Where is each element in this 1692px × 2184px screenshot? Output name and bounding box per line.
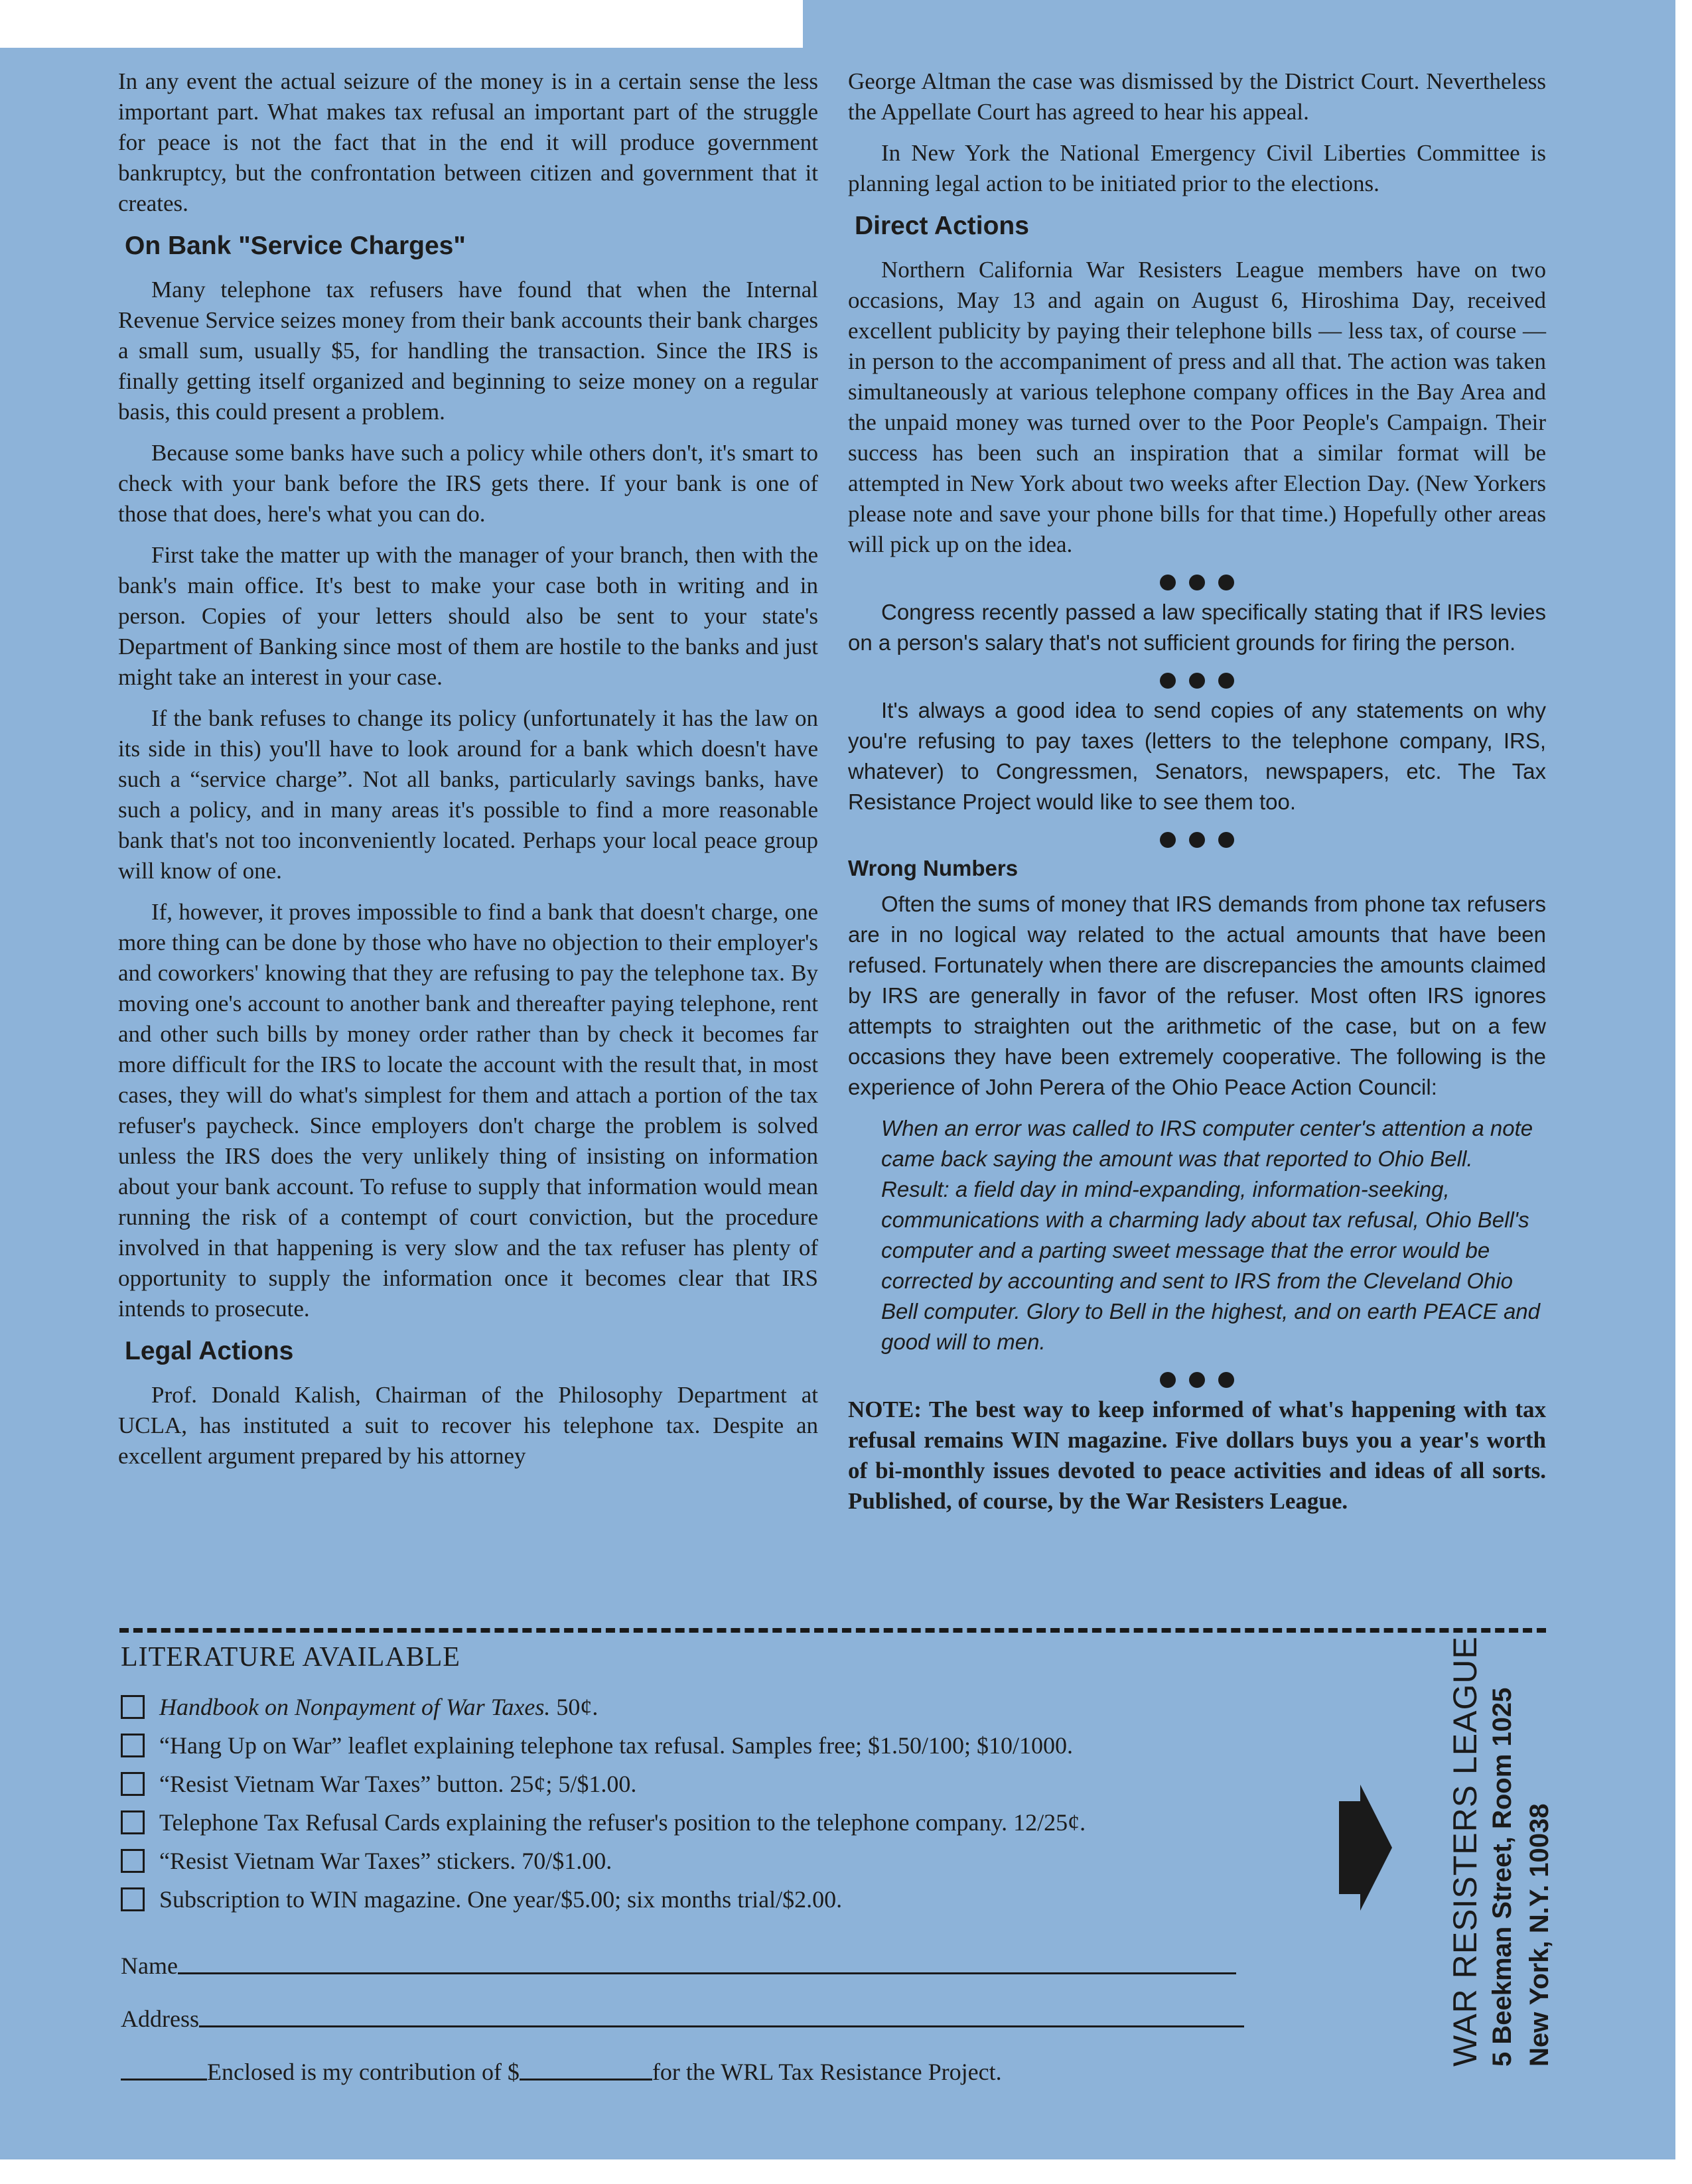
paragraph: First take the matter up with the manager of your branch, then with the bank's main office. It's best to make your case both in writing and in person. Copies of your letters should also be sent to your state's Department of Banking since most of them are hostile to the banks and just might take an interest in your case. <box>118 542 818 690</box>
bullet-separator <box>848 568 1546 592</box>
paragraph: Often the sums of money that IRS demands from phone tax refusers are in no logical way related to the actual amounts that have been refused. Fortunately when there are discrepancies the amounts claimed by IRS are generally in favor of the refuser. Most often IRS ignores attempts to straighten out the arithmetic of the case, but on a few occasions they have been extremely cooperative. The following is the experience of John Perera of the Ohio Peace Action Council: <box>848 892 1546 1099</box>
bullet-separator <box>848 1365 1546 1389</box>
dot-icon <box>1189 1372 1205 1388</box>
literature-item-cards[interactable] <box>121 1803 1315 1842</box>
dot-icon <box>1160 832 1176 848</box>
contribution-amount-line[interactable] <box>520 2079 652 2081</box>
dot-icon <box>1160 1372 1176 1388</box>
literature-item-leaflet[interactable] <box>121 1726 1315 1765</box>
checkbox[interactable] <box>121 1849 145 1873</box>
sans-block <box>848 597 1546 1389</box>
item-price: 50¢. <box>550 1694 599 1720</box>
checkbox[interactable] <box>121 1734 145 1757</box>
paragraph: George Altman the case was dismissed by the District Court. Nevertheless the Appellate Court has agreed to hear his appeal. <box>848 68 1546 125</box>
section-heading: Direct Actions <box>855 212 1029 240</box>
literature-item-handbook[interactable] <box>121 1688 1315 1726</box>
literature-item-button[interactable] <box>121 1765 1315 1803</box>
dot-icon <box>1189 832 1205 848</box>
paragraph: Congress recently passed a law specifically stating that if IRS levies on a person's salary that's not sufficient grounds for firing the person. <box>848 600 1546 655</box>
checkbox[interactable] <box>121 1887 145 1911</box>
paragraph: In New York the National Emergency Civil Liberties Committee is planning legal action to be initiated prior to the elections. <box>848 140 1546 196</box>
dot-icon <box>1160 673 1176 689</box>
item-text: Subscription to WIN magazine. One year/$5.00; six months trial/$2.00. <box>159 1886 843 1913</box>
dashed-divider <box>119 1628 1546 1633</box>
literature-title: LITERATURE AVAILABLE <box>121 1642 460 1672</box>
paragraph: In any event the actual seizure of the money is in a certain sense the less important part. What makes tax refusal an important part of the struggle for peace is not the fact that in the end it will produce government bankruptcy, but the confrontation between citizen and government that it creates. <box>118 68 818 216</box>
contribution-field[interactable] <box>121 2033 1315 2086</box>
section-heading: On Bank "Service Charges" <box>125 232 466 260</box>
note-paragraph: NOTE: The best way to keep informed of what's happening with tax refusal remains WIN magazine. Five dollars buys you a year's worth of bi-monthly issues devoted to peace activities and ideas of all sorts. Published, of course, by the War Resisters League. <box>848 1397 1546 1514</box>
quote-paragraph: When an error was called to IRS computer center's attention a note came back saying the amount was that reported to Ohio Bell. Result: a field day in mind-expanding, information-seeking, communications with a charming lady about tax refusal, Ohio Bell's computer and a parting sweet message that the error would be corrected by accounting and sent to IRS from the Cleveland Ohio Bell computer. Glory to Bell in the highest, and on earth PEACE and good will to men. <box>881 1116 1540 1354</box>
literature-item-subscription[interactable] <box>121 1880 1315 1919</box>
dot-icon <box>1189 575 1205 590</box>
literature-order-form <box>121 1639 1315 2086</box>
mailing-address <box>1446 1629 1558 2067</box>
item-text: “Hang Up on War” leaflet explaining telephone tax refusal. Samples free; $1.50/100; $10/1000. <box>159 1732 1074 1759</box>
org-name: WAR RESISTERS LEAGUE <box>1446 1636 1484 2067</box>
section-heading: Legal Actions <box>125 1337 294 1365</box>
paragraph: If, however, it proves impossible to find a bank that doesn't charge, one more thing can be done by those who have no objection to their employer's and coworkers' knowing that they are refusing to pay the telephone tax. By moving one's account to another bank and thereafter paying telephone, rent and other such bills by money order rather than by check it becomes far more difficult for the IRS to locate the account with the result that, in most cases, they will do what's simplest for them and attach a portion of the tax refuser's paycheck. Since employers don't charge the problem is solved unless the IRS does the very unlikely thing of insisting on information about your bank account. To refuse to supply that information would mean running the risk of a contempt of court conviction, but the procedure involved in that happening is very slow and the tax refuser has plenty of opportunity to supply the information once it becomes clear that IRS intends to prosecute. <box>118 899 818 1322</box>
address-label: Address <box>121 2006 199 2032</box>
page-tab-cutout <box>0 0 803 48</box>
dot-icon <box>1160 575 1176 590</box>
name-field[interactable] <box>121 1927 1315 1980</box>
address-field[interactable] <box>121 1980 1315 2033</box>
street-address: 5 Beekman Street, Room 1025 <box>1488 1687 1517 2067</box>
dot-icon <box>1189 673 1205 689</box>
paragraph: Prof. Donald Kalish, Chairman of the Philosophy Department at UCLA, has instituted a suit to recover his telephone tax. Despite an excellent argument prepared by his attorney <box>118 1382 818 1469</box>
name-line[interactable] <box>178 1972 1236 1974</box>
right-column <box>848 66 1546 1527</box>
name-label: Name <box>121 1952 178 1979</box>
paragraph: Many telephone tax refusers have found that when the Internal Revenue Service seizes money from their bank accounts their bank charges a small sum, usually $5, for handling the transaction. Since the IRS is finally getting itself organized and beginning to seize money on a regular basis, this could present a problem. <box>118 277 818 425</box>
checkbox[interactable] <box>121 1810 145 1834</box>
contribution-text-b: for the WRL Tax Resistance Project. <box>652 2059 1002 2085</box>
item-text: Telephone Tax Refusal Cards explaining the refuser's position to the telephone company. 12/25¢. <box>159 1809 1086 1836</box>
contribution-prefix-line[interactable] <box>121 2079 207 2081</box>
contribution-text-a: Enclosed is my contribution of $ <box>207 2059 520 2085</box>
literature-item-stickers[interactable] <box>121 1842 1315 1880</box>
paragraph: If the bank refuses to change its policy (unfortunately it has the law on its side in this) you'll have to look around for a bank which doesn't have such a “service charge”. Not all banks, particularly savings banks, have such a policy, and in many areas it's possible to find a more reasonable bank that's not too inconveniently located. Perhaps your local peace group will know of one. <box>118 705 818 884</box>
dot-icon <box>1218 1372 1234 1388</box>
dot-icon <box>1218 673 1234 689</box>
checkbox[interactable] <box>121 1695 145 1719</box>
bullet-separator <box>848 666 1546 690</box>
dot-icon <box>1218 575 1234 590</box>
paragraph: Because some banks have such a policy while others don't, it's smart to check with your bank before the IRS gets there. If your bank is one of those that does, here's what you can do. <box>118 440 818 527</box>
bullet-separator <box>848 825 1546 849</box>
item-title: Handbook on Nonpayment of War Taxes. <box>159 1694 551 1720</box>
arrow-right-icon <box>1334 1785 1393 1911</box>
item-text: “Resist Vietnam War Taxes” stickers. 70/$1.00. <box>159 1848 612 1874</box>
checkbox[interactable] <box>121 1772 145 1796</box>
left-column <box>118 66 818 1482</box>
address-line[interactable] <box>199 2025 1244 2027</box>
dot-icon <box>1218 832 1234 848</box>
item-text: “Resist Vietnam War Taxes” button. 25¢; 5/$1.00. <box>159 1771 637 1797</box>
section-heading: Wrong Numbers <box>848 856 1019 880</box>
paragraph: Northern California War Resisters League members have on two occasions, May 13 and again on August 6, Hiroshima Day, received excellent publicity by paying their telephone bills — less tax, of course — in person to the accompaniment of press and all that. The action was taken simultaneously at various telephone company offices in the Bay Area and the unpaid money was turned over to the Poor People's Campaign. Their success has been such an inspiration that a similar format will be attempted in New York about two weeks after Election Day. (New Yorkers please note and save your phone bills for that time.) Hopefully other areas will pick up on the idea. <box>848 257 1546 557</box>
paragraph: It's always a good idea to send copies of any statements on why you're refusing to pay taxes (letters to the telephone company, IRS, whatever) to Congressmen, Senators, newspapers, etc. The Tax Resistance Project would like to see them too. <box>848 698 1546 814</box>
city-address: New York, N.Y. 10038 <box>1525 1803 1554 2067</box>
